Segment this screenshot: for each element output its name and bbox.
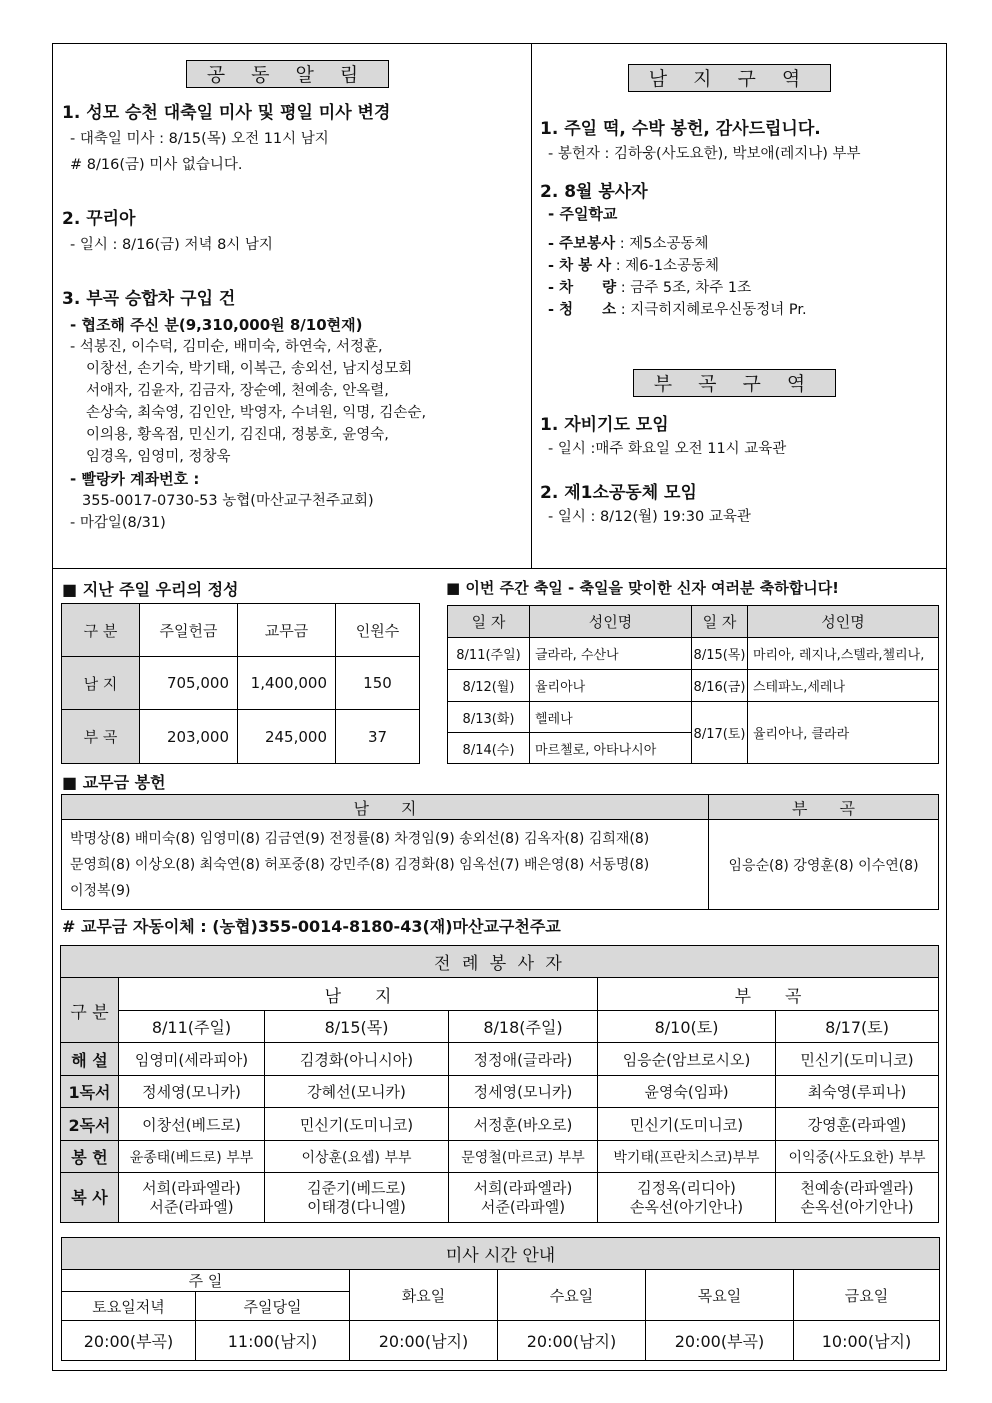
common-notices [62,102,426,534]
offering-row-label: 남 지 [62,657,140,710]
namji-sub: - 주일학교 [548,205,618,223]
feast-date: 8/17(토) [692,702,748,764]
liturgy-cell: 정세영(모니카) [119,1076,265,1108]
feast-header: 성인명 [530,606,692,638]
notice-heading: 2. 꾸리아 [62,209,136,229]
liturgy-date: 8/11(주일) [119,1011,265,1043]
account-number: 355-0017-0730-53 농협(마산교구천주교회) [82,493,374,509]
feast-header: 일 자 [448,606,530,638]
feast-saints: 마리아, 레지나,스텔라,첼리나, [748,638,939,670]
volunteer-value: : 금주 5조, 차주 1조 [620,280,752,296]
liturgy-cell: 정세영(모니카) [449,1076,598,1108]
liturgy-cell: 민신기(도미니코) [776,1043,939,1076]
liturgy-role: 봉 헌 [61,1141,119,1173]
liturgy-col-group: 구 분 [61,978,119,1043]
liturgy-role: 해 설 [61,1043,119,1076]
liturgy-cell: 문영철(마르코) 부부 [449,1141,598,1173]
server-name: 천예송(라파엘라) [800,1178,914,1197]
feast-saints: 스테파노,세레나 [748,670,939,702]
volunteer-label: - 주보봉사 [548,236,616,252]
mass-time: 10:00(남지) [794,1321,940,1361]
notice-line: - 일시 : 8/16(금) 저녁 8시 남지 [70,237,273,253]
feast-header: 성인명 [748,606,939,638]
account-title: - 빨랑카 계좌번호 : [70,470,200,488]
liturgy-cell: 이익중(사도요한) 부부 [776,1141,939,1173]
bugok-line: - 일시 : 8/12(월) 19:30 교육관 [548,509,751,525]
dues-table [61,794,939,910]
bugok-line: - 일시 :매주 화요일 오전 11시 교육관 [548,441,787,457]
feast-saints: 율리아나, 클라라 [748,702,939,764]
mass-sub-day: 주일당일 [196,1292,350,1321]
liturgy-namji: 남 지 [119,978,598,1011]
dues-namji-list [62,820,709,910]
volunteer-value: : 지극히지혜로우신동정녀 Pr. [620,302,807,318]
liturgy-servers [265,1173,449,1223]
donor-line: 임경옥, 임영미, 정창욱 [86,449,231,465]
mass-time: 20:00(부곡) [646,1321,794,1361]
offering-cell: 203,000 [140,710,238,764]
feast-date: 8/14(수) [448,733,530,764]
deadline: - 마감일(8/31) [70,515,166,531]
liturgy-cell: 서정훈(바오로) [449,1108,598,1141]
liturgy-cell: 이상훈(요셉) 부부 [265,1141,449,1173]
offering-header: 인원수 [336,604,420,657]
offering-cell: 705,000 [140,657,238,710]
mass-time: 20:00(부곡) [62,1321,196,1361]
donor-line: 손상숙, 최숙영, 김인안, 박영자, 수녀원, 익명, 김손순, [86,405,427,421]
bugok-heading: 2. 제1소공동체 모임 [540,483,697,503]
server-name: 손옥선(아기안나) [800,1197,914,1216]
offering-table [61,603,420,764]
liturgy-cell: 정정애(글라라) [449,1043,598,1076]
section-divider [53,568,946,569]
liturgy-role: 복 사 [61,1173,119,1223]
namji-heading: 2. 8월 봉사자 [540,182,648,202]
liturgy-cell: 강혜선(모니카) [265,1076,449,1108]
donation-title: - 협조해 주신 분(9,310,000원 8/10현재) [70,316,363,334]
volunteer-value: : 제6-1소공동체 [615,258,720,274]
mass-day: 목요일 [646,1270,794,1321]
liturgy-date: 8/18(주일) [449,1011,598,1043]
offering-cell: 150 [336,657,420,710]
auto-transfer-note: # 교무금 자동이체 : (농협)355-0014-8180-43(재)마산교구천주교 [62,917,561,936]
volunteer-label: - 차 봉 사 [548,258,612,274]
mass-time: 20:00(남지) [350,1321,498,1361]
feast-date: 8/15(목) [692,638,748,670]
namji-heading: 1. 주일 떡, 수박 봉헌, 감사드립니다. [540,119,821,139]
server-name: 서희(라파엘라) [473,1178,573,1197]
donor-line: 이의용, 황옥점, 민신기, 김진대, 정봉호, 윤영숙, [86,427,389,443]
liturgy-cell: 민신기(도미니코) [265,1108,449,1141]
liturgy-servers [776,1173,939,1223]
notice-line: - 대축일 미사 : 8/15(목) 오전 11시 남지 [70,131,329,147]
dues-bugok-header: 부 곡 [709,795,939,820]
feast-header: 일 자 [692,606,748,638]
bugok-notices [540,414,786,528]
volunteer-label: - 차 량 [548,280,617,296]
offering-row-label: 부 곡 [62,710,140,764]
mass-time: 20:00(남지) [498,1321,646,1361]
liturgy-servers [119,1173,265,1223]
liturgy-role: 2독서 [61,1108,119,1141]
mass-time: 11:00(남지) [196,1321,350,1361]
liturgy-cell: 이창선(베드로) [119,1108,265,1141]
server-name: 서희(라파엘라) [142,1178,241,1197]
liturgy-table [60,945,939,1223]
namji-line: - 봉헌자 : 김하웅(사도요한), 박보애(레지나) 부부 [548,146,861,162]
feast-saints: 마르첼로, 아타나시아 [530,733,692,764]
server-name: 김정옥(리디아) [637,1178,736,1197]
offering-title: ■ 지난 주일 우리의 정성 [62,580,239,599]
donor-line: 서애자, 김윤자, 김금자, 장순예, 천예송, 안옥렬, [86,383,389,399]
offering-header: 주일헌금 [140,604,238,657]
liturgy-cell: 민신기(도미니코) [598,1108,776,1141]
mass-day: 금요일 [794,1270,940,1321]
offering-cell: 37 [336,710,420,764]
feast-date: 8/16(금) [692,670,748,702]
mass-time-table [61,1237,940,1361]
feast-date: 8/13(화) [448,702,530,733]
liturgy-cell: 임영미(세라피아) [119,1043,265,1076]
namji-notices [540,118,861,321]
liturgy-date: 8/17(토) [776,1011,939,1043]
dues-bugok-list: 임응순(8) 강영훈(8) 이수연(8) [709,820,939,910]
liturgy-cell: 윤영숙(임파) [598,1076,776,1108]
dues-namji-header: 남 지 [62,795,709,820]
mass-day: 화요일 [350,1270,498,1321]
mass-sub-day: 토요일저녁 [62,1292,196,1321]
feast-table [447,605,939,764]
liturgy-role: 1독서 [61,1076,119,1108]
feast-date: 8/11(주일) [448,638,530,670]
liturgy-bugok: 부 곡 [598,978,939,1011]
feast-saints: 율리아나 [530,670,692,702]
liturgy-cell: 임응순(암브로시오) [598,1043,776,1076]
feast-date: 8/12(월) [448,670,530,702]
liturgy-cell: 김경화(아니시아) [265,1043,449,1076]
liturgy-cell: 최숙영(루피나) [776,1076,939,1108]
notice-heading: 3. 부곡 승합차 구입 건 [62,289,236,309]
server-name: 김준기(베드로) [307,1178,406,1197]
offering-cell: 1,400,000 [238,657,336,710]
dues-line: 박명상(8) 배미숙(8) 임영미(8) 김금연(9) 전정률(8) 차경임(9) 송외선(8) 김옥자(8) 김희재(8) [70,830,650,847]
dues-line: 이정복(9) [70,882,131,899]
mass-sunday: 주 일 [62,1270,350,1292]
offering-header: 구 분 [62,604,140,657]
liturgy-date: 8/15(목) [265,1011,449,1043]
volunteer-value: : 제5소공동체 [619,236,709,252]
server-name: 서준(라파엘) [480,1197,566,1216]
liturgy-cell: 강영훈(라파엘) [776,1108,939,1141]
liturgy-servers [449,1173,598,1223]
server-name: 손옥선(아기안나) [629,1197,744,1216]
donor-line: - 석봉진, 이수덕, 김미순, 배미숙, 하연숙, 서정훈, [70,339,383,355]
offering-header: 교무금 [238,604,336,657]
feast-saints: 헬레나 [530,702,692,733]
server-name: 서준(라파엘) [149,1197,234,1216]
column-divider [531,44,532,568]
offering-cell: 245,000 [238,710,336,764]
namji-title: 남 지 구 역 [628,64,831,92]
dues-line: 문영희(8) 이상오(8) 최숙연(8) 허포중(8) 강민주(8) 김경화(8) 임옥선(7) 배은영(8) 서동명(8) [70,856,650,873]
notice-line: # 8/16(금) 미사 없습니다. [70,157,243,173]
mass-day: 수요일 [498,1270,646,1321]
liturgy-cell: 박기태(프란치스코)부부 [598,1141,776,1173]
server-name: 이태경(다니엘) [307,1197,406,1216]
volunteer-label: - 청 소 [548,302,617,318]
namji-volunteer-list [540,233,861,321]
feast-saints: 글라라, 수산나 [530,638,692,670]
common-notice-title: 공 동 알 림 [186,60,389,88]
feast-title: ■ 이번 주간 축일 - 축일을 맞이한 신자 여러분 축하합니다! [446,579,840,597]
liturgy-cell: 윤종태(베드로) 부부 [119,1141,265,1173]
liturgy-servers [598,1173,776,1223]
donor-line: 이창선, 손기숙, 박기태, 이복근, 송외선, 남지성모회 [86,361,413,377]
dues-title: ■ 교무금 봉헌 [62,773,166,792]
bugok-title: 부 곡 구 역 [633,369,836,397]
notice-heading: 1. 성모 승천 대축일 미사 및 평일 미사 변경 [62,103,391,123]
bugok-heading: 1. 자비기도 모임 [540,415,669,435]
mass-title: 미사 시간 안내 [62,1238,940,1270]
liturgy-title: 전 례 봉 사 자 [61,946,939,978]
liturgy-date: 8/10(토) [598,1011,776,1043]
